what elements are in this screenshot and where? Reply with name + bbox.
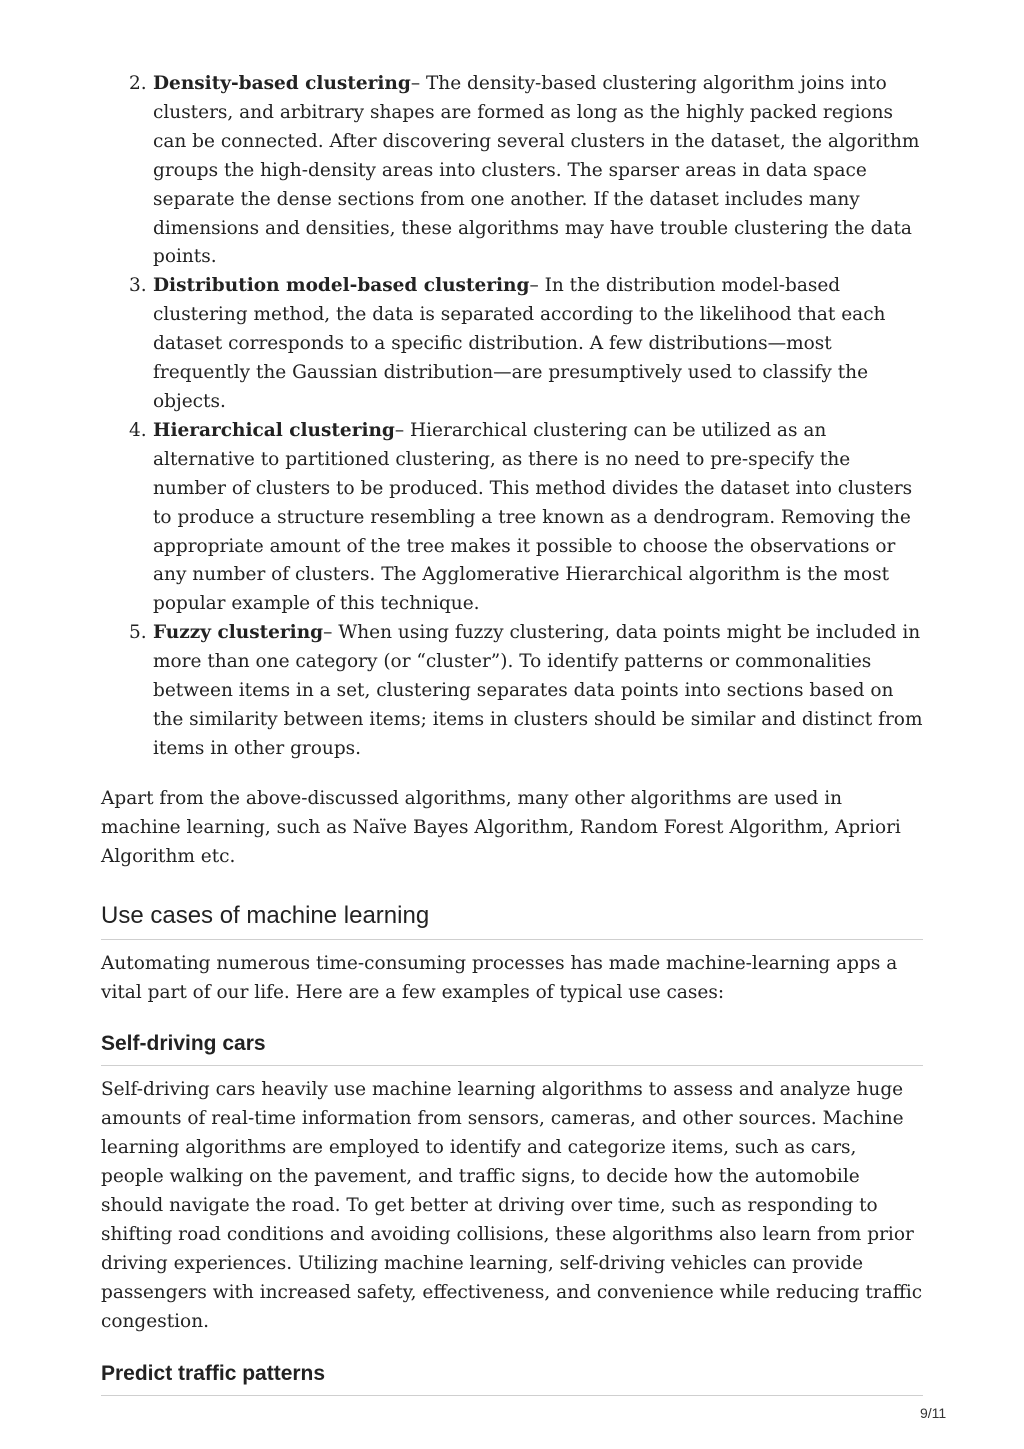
list-item-title: Fuzzy clustering xyxy=(153,622,324,644)
document-page xyxy=(101,70,923,1396)
self-driving-paragraph: Self-driving cars heavily use machine learning algorithms to assess and analyze huge amounts of real-time information from sensors, cameras, and other sources. Machine learning algorithms are employed to identify and categorize items, such as cars, people walking on the pavement, and traffic signs, to decide how the automobile should navigate the road. To get better at driving over time, such as responding to shifting road conditions and avoiding collisions, these algorithms also learn from prior driving experiences. Utilizing machine learning, self-driving vehicles can provide passengers with increased safety, effectiveness, and convenience while reducing traffic congestion. xyxy=(101,1079,923,1332)
list-item-number: 4. xyxy=(129,419,147,441)
list-item-text: – When using fuzzy clustering, data points might be included in more than one category (or “cluster”). To identify patterns or commonalities between items in a set, clustering separates data points into sections based on the similarity between items; items in clusters should be similar and distinct from items in other groups. xyxy=(153,622,923,759)
list-item-title: Distribution model-based clustering xyxy=(153,275,530,297)
list-item-number: 5. xyxy=(129,622,147,644)
list-item-text: – Hierarchical clustering can be utilized as an alternative to partitioned clustering, as there is no need to pre-specify the number of clusters to be produced. This method divides the dataset into clusters to produce a structure resembling a tree known as a dendrogram. Removing the appropriate amount of the tree makes it possible to choose the observations or any number of clusters. The Agglomerative Hierarchical algorithm is the most popular example of this technique. xyxy=(153,419,913,615)
self-driving-heading: Self-driving cars xyxy=(101,1032,923,1066)
list-item xyxy=(129,619,923,764)
list-item-number: 2. xyxy=(129,73,147,94)
use-cases-heading: Use cases of machine learning xyxy=(101,902,923,940)
list-item xyxy=(129,417,923,619)
use-cases-intro: Automating numerous time-consuming processes has made machine-learning apps a vital part of our life. Here are a few examples of typical use cases: xyxy=(101,953,898,1004)
apart-paragraph: Apart from the above-discussed algorithms, many other algorithms are used in machine learning, such as Naïve Bayes Algorithm, Random Forest Algorithm, Apriori Algorithm etc. xyxy=(101,787,901,867)
list-item-text: – The density-based clustering algorithm joins into clusters, and arbitrary shapes are formed as long as the highly packed regions can be connected. After discovering several clusters in the dataset, the algorithm groups the high-density areas into clusters. The sparser areas in data space separate the dense sections from one another. If the dataset includes many dimensions and densities, these algorithms may have trouble clustering the data points. xyxy=(153,73,920,268)
page-number: 9/11 xyxy=(920,1405,947,1421)
list-item xyxy=(129,272,923,417)
list-item-number: 3. xyxy=(129,275,147,297)
list-item-title: Density-based clustering xyxy=(153,73,411,94)
list-item xyxy=(129,70,923,272)
list-item-text: – In the distribution model-based clustering method, the data is separated according to the likelihood that each dataset corresponds to a specific distribution. A few distributions—most frequently the Gaussian distribution—are presumptively used to classify the objects. xyxy=(153,275,886,412)
list-item-title: Hierarchical clustering xyxy=(153,419,395,441)
predict-traffic-heading: Predict traffic patterns xyxy=(101,1362,923,1396)
clustering-list xyxy=(101,70,923,764)
